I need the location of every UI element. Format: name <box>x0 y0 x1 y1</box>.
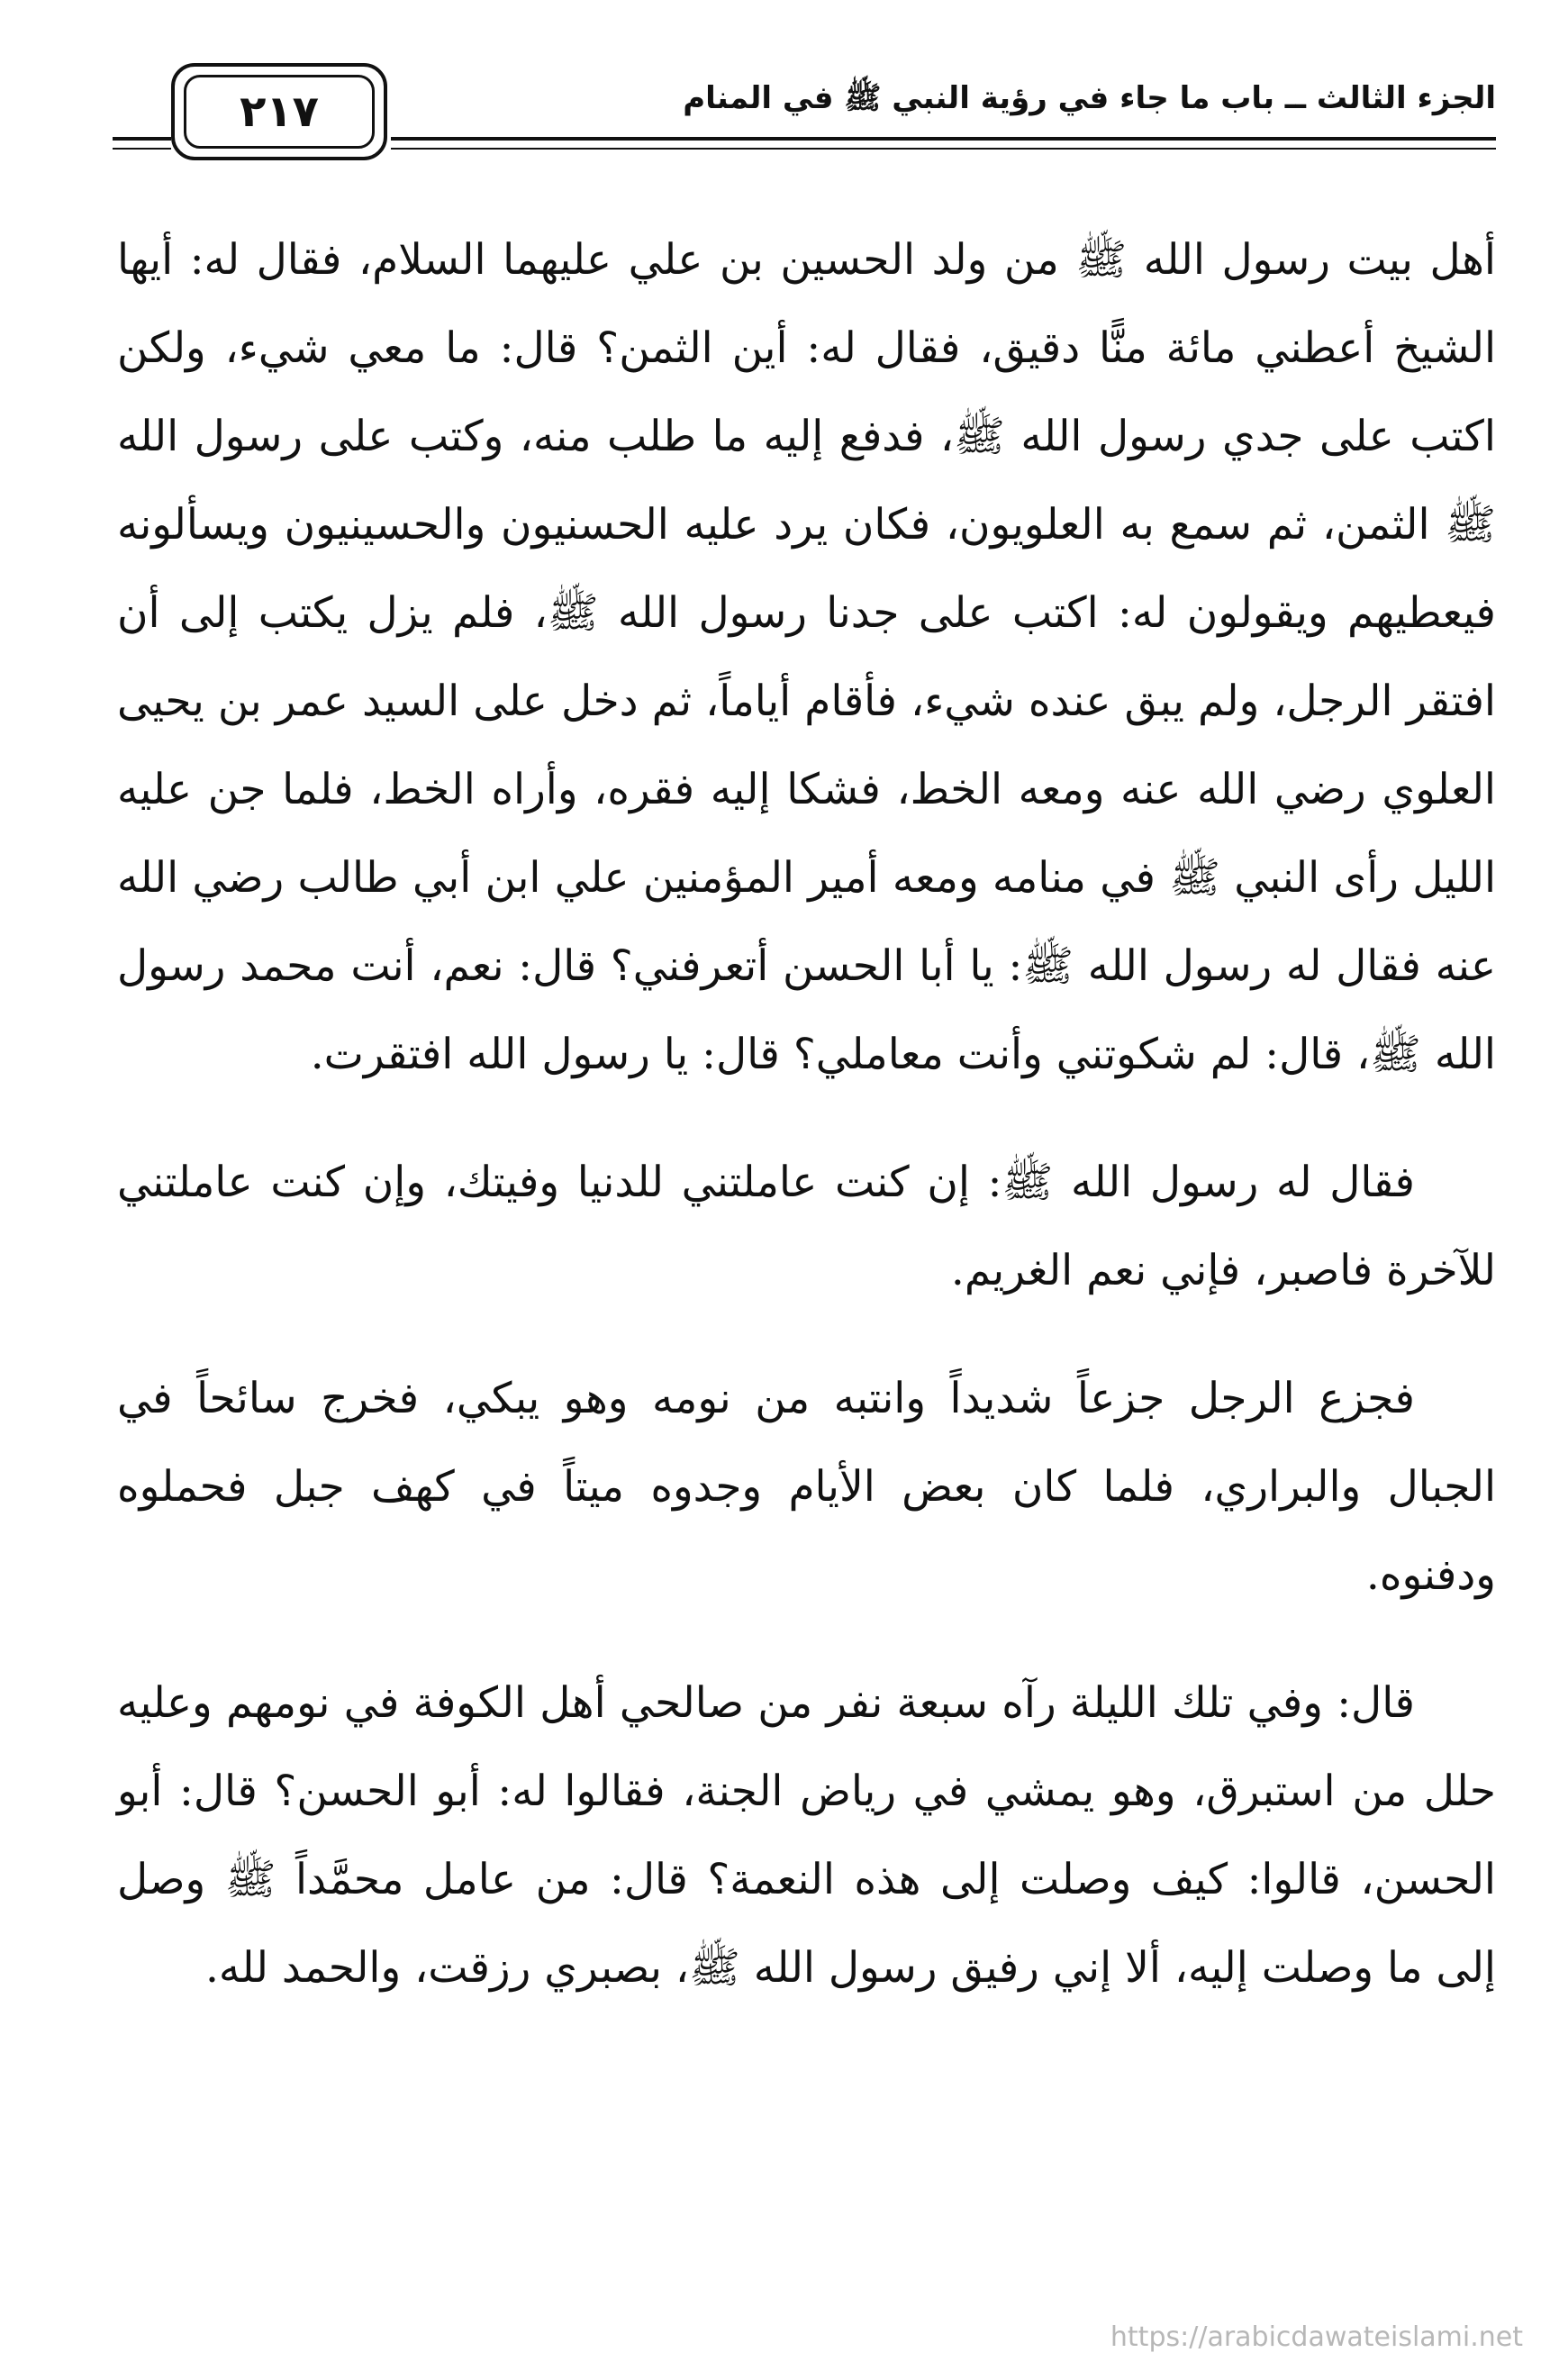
paragraph-4: قال: وفي تلك الليلة رآه سبعة نفر من صالحي أهل الكوفة في نومهم وعليه حلل من استبرق، وهو يمشي في رياض الجنة، فقالوا له: أبو الحسن؟ قال: أبو الحسن، قالوا: كيف وصلت إلى هذه النعمة؟ قال: من عامل محمَّداً ﷺ وصل إلى ما وصلت إليه، ألا إني رفيق رسول الله ﷺ، بصبري رزقت، والحمد لله. <box>117 1678 1496 1993</box>
paragraph-2: فقال له رسول الله ﷺ: إن كنت عاملتني للدنيا وفيتك، وإن كنت عاملتني للآخرة فاصبر، فإني نعم الغريم. <box>117 1158 1496 1295</box>
header-rule-left <box>113 137 171 141</box>
header-rule-left-thin <box>113 148 171 150</box>
paragraph-1: أهل بيت رسول الله ﷺ من ولد الحسين بن علي عليهما السلام، فقال له: أيها الشيخ أعطني مائة منًّا دقيق، فقال له: أين الثمن؟ قال: ما معي شيء، ولكن اكتب على جدي رسول الله ﷺ، فدفع إليه ما طلب منه، وكتب على رسول الله ﷺ الثمن، ثم سمع به العلويون، فكان يرد عليه الحسنيون والحسينيون ويسألونه فيعطيهم ويقولون له: اكتب على جدنا رسول الله ﷺ، فلم يزل يكتب إلى أن افتقر الرجل، ولم يبق عنده شيء، فأقام أياماً، ثم دخل على السيد عمر بن يحيى العلوي رضي الله عنه ومعه الخط، فشكا إليه فقره، وأراه الخط، فلما جن عليه الليل رأى النبي ﷺ في منامه ومعه أمير المؤمنين علي ابن أبي طالب رضي الله عنه فقال له رسول الله ﷺ: يا أبا الحسن أتعرفني؟ قال: نعم، أنت محمد رسول الله ﷺ، قال: لم شكوتني وأنت معاملي؟ قال: يا رسول الله افتقرت. <box>117 235 1496 1079</box>
paragraph-3: فجزع الرجل جزعاً شديداً وانتبه من نومه وهو يبكي، فخرج سائحاً في الجبال والبراري، فلما كان بعض الأيام وجدوه ميتاً في كهف جبل فحملوه ودفنوه. <box>117 1374 1496 1600</box>
page-body <box>117 216 1496 2052</box>
running-title: الجزء الثالث ــ باب ما جاء في رؤية النبي ﷺ في المنام <box>683 80 1496 116</box>
page-number-frame <box>171 63 387 160</box>
page-number: ٢١٧ <box>184 75 375 149</box>
header-rule-right-thin <box>391 148 1496 150</box>
source-watermark: https://arabicdawateislami.net <box>1110 2321 1523 2353</box>
header-rule-right <box>391 137 1496 141</box>
